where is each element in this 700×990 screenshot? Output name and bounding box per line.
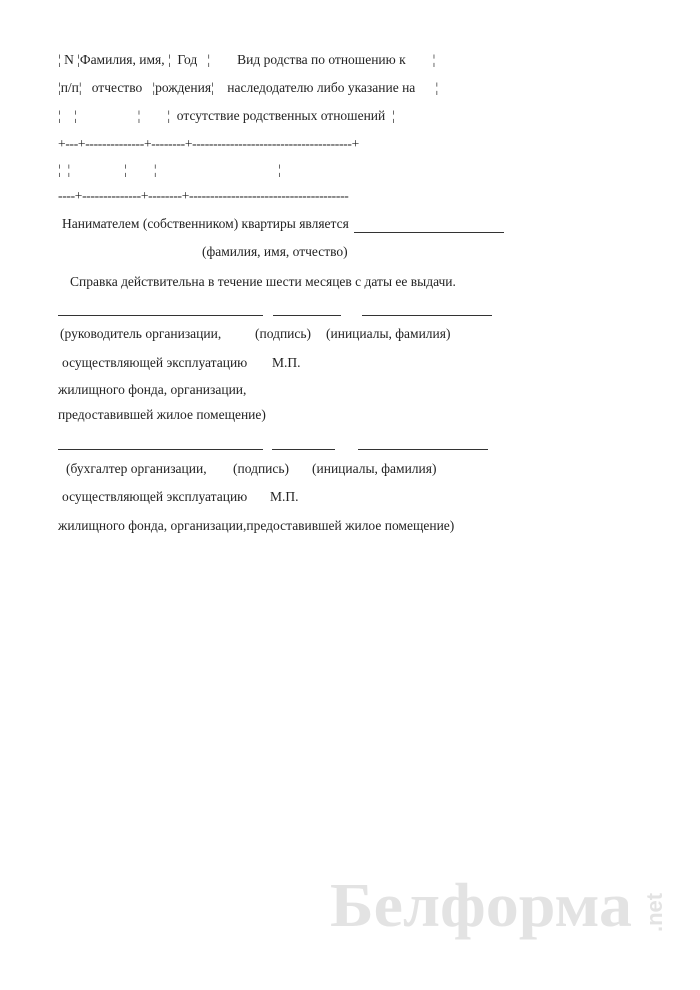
- signature-1-role-line3: жилищного фонда, организации,: [58, 382, 247, 397]
- watermark-logo: [328, 856, 688, 946]
- signature-1-name-line: [362, 315, 492, 316]
- table-bottom-line: ----+--------------+--------+--------------------------------------: [58, 188, 349, 203]
- tenant-caption: (фамилия, имя, отчество): [202, 244, 348, 259]
- signature-2-name-line: [358, 449, 488, 450]
- validity-note: Справка действительна в течение шести месяцев с даты ее выдачи.: [70, 274, 456, 289]
- signature-2-role-line3: жилищного фонда, организации,предоставившей жилое помещение): [58, 518, 455, 533]
- watermark-suffix: .net: [642, 892, 667, 932]
- table-header-row-1: ¦ N ¦Фамилия, имя, ¦ Год ¦ Вид родства по отношению к ¦: [58, 52, 436, 67]
- table-empty-row: ¦ ¦ ¦ ¦ ¦: [58, 162, 281, 177]
- table-separator: +---+--------------+--------+--------------------------------------+: [58, 136, 359, 151]
- signature-1-role-line: [58, 315, 263, 316]
- signature-1-role-line2: осуществляющей эксплуатацию: [62, 355, 248, 370]
- signature-1-role-caption: (руководитель организации,: [60, 326, 222, 341]
- table-header-row-2: ¦п/п¦ отчество ¦рождения¦ наследодателю либо указание на ¦: [58, 80, 439, 95]
- signature-1-stamp: М.П.: [272, 355, 301, 370]
- signature-2-sign-line: [272, 449, 335, 450]
- signature-1-sign-line: [273, 315, 341, 316]
- tenant-name-line: [354, 232, 504, 233]
- watermark-text: Белформа: [330, 872, 632, 940]
- table-header-row-3: ¦ ¦ ¦ ¦ отсутствие родственных отношений ¦: [58, 108, 395, 123]
- signature-2-sign-caption: (подпись): [233, 461, 290, 476]
- signature-2-role-caption: (бухгалтер организации,: [66, 461, 207, 476]
- signature-1-name-caption: (инициалы, фамилия): [326, 326, 451, 341]
- signature-1-role-line4: предоставившей жилое помещение): [58, 407, 266, 422]
- signature-2-stamp: М.П.: [270, 489, 299, 504]
- signature-2-name-caption: (инициалы, фамилия): [312, 461, 437, 476]
- signature-2-role-line2: осуществляющей эксплуатацию: [62, 489, 248, 504]
- signature-1-sign-caption: (подпись): [255, 326, 312, 341]
- tenant-label: Нанимателем (собственником) квартиры является: [62, 216, 349, 231]
- signature-2-role-line: [58, 449, 263, 450]
